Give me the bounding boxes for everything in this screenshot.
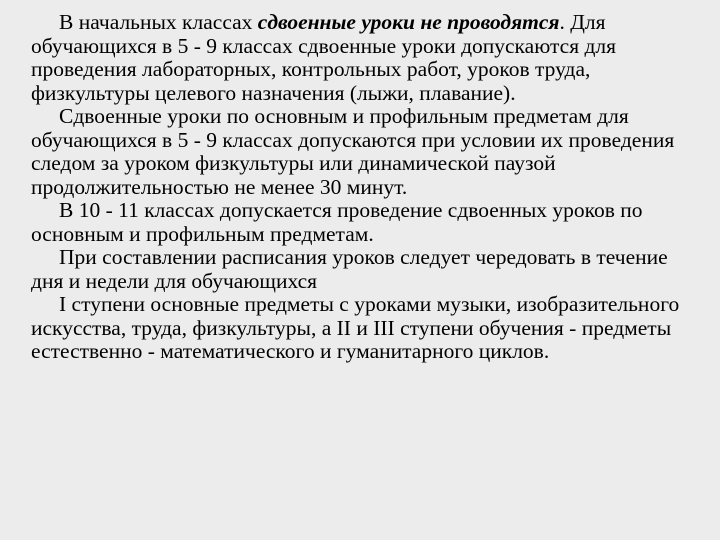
- paragraph-3: В 10 - 11 классах допускается проведение сдвоенных уроков по основным и профильным предметам.: [31, 198, 643, 246]
- paragraph-1-lead: В начальных классах: [59, 10, 258, 34]
- paragraph-1-rest: . Для обучающихся в 5 - 9 классах сдвоенные уроки допускаются для проведения лабораторных, контрольных работ, уроков труда, физкультуры целевого назначения (лыжи, плавание).: [31, 10, 617, 105]
- paragraph-2: Сдвоенные уроки по основным и профильным предметам для обучающихся в 5 - 9 классах допускаются при условии их проведения следом за уроком физкультуры или динамической паузой продолжительностью не менее 30 минут.: [31, 104, 675, 199]
- paragraph-1-emphasis: сдвоенные уроки не проводятся: [257, 10, 560, 34]
- paragraph-5: I ступени основные предметы с уроками музыки, изобразительного искусства, труда, физкультуры, а II и III ступени обучения - предметы естественно - математического и гуманитарного циклов.: [31, 292, 680, 363]
- paragraph-4: При составлении расписания уроков следует чередовать в течение дня и недели для обучающихся: [31, 245, 668, 293]
- paragraph-1: [31, 11, 691, 105]
- text-block: [31, 11, 691, 364]
